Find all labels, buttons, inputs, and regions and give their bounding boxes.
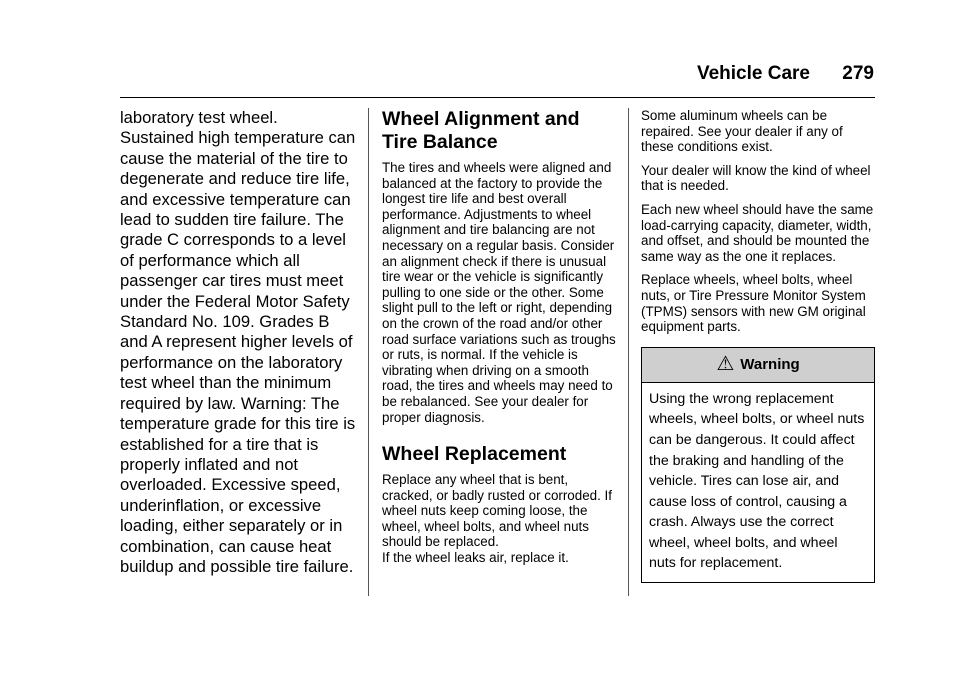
page-number: 279 [842, 63, 874, 84]
warning-header [642, 348, 874, 383]
heading-wheel-alignment: Wheel Alignment and Tire Balance [382, 108, 580, 153]
warning-body: Using the wrong replacement wheels, wheel bolts, or wheel nuts can be dangerous. It could affect the braking and handling of the vehicle. Tires can lose air, and cause loss of control, causing a crash. Always use the correct wheel, wheel bolts, and wheel nuts for replacement. [649, 390, 865, 572]
column-1 [120, 108, 356, 577]
paragraph-replacement: Replace any wheel that is bent, cracked, or badly rusted or corroded. If wheel nuts keep coming loose, the wheel, wheel bolts, and wheel nuts should be replaced. [382, 472, 612, 550]
column-2 [382, 108, 618, 574]
paragraph-new-wheel: Each new wheel should have the same load-carrying capacity, diameter, width, and offset, and should be mounted the same way as the one it replaces. [641, 201, 874, 264]
warning-symbol-icon: ⚠ [716, 352, 735, 375]
column-divider-1 [368, 108, 369, 596]
warning-title: Warning [740, 355, 800, 373]
paragraph-alignment: The tires and wheels were aligned and balanced at the factory to provide the longest tire life and best overall performance. Adjustments to wheel alignment and tire balancing are not necessary on a regular basis. Consider an alignment check if there is unusual tire wear or the vehicle is significantly pulling to one side or the other. Some slight pull to the left or right, depending on the crown of the road and/or other road surface variations such as troughs or ruts, is normal. If the vehicle is vibrating when driving on a smooth road, the tires and wheels may need to be rebalanced. See your dealer for proper diagnosis. [382, 160, 616, 425]
column-3 [641, 108, 875, 583]
column-divider-2 [628, 108, 629, 596]
warning-box [641, 347, 875, 583]
paragraph-aluminum-wheels: Some aluminum wheels can be repaired. See your dealer if any of these conditions exist. [641, 108, 843, 155]
heading-wheel-replacement: Wheel Replacement [382, 443, 567, 466]
header-rule [120, 97, 875, 98]
paragraph-dealer-knows: Your dealer will know the kind of wheel that is needed. [641, 162, 871, 194]
column1-paragraph: laboratory test wheel. Sustained high temperature can cause the material of the tire to degenerate and reduce tire life, and excessive temperature can lead to sudden tire failure. The grade C corresponds to a level of performance which all passenger car tires must meet under the Federal Motor Safety Standard No. 109. Grades B and A represent higher levels of performance on the laboratory test wheel than the minimum required by law. Warning: The temperature grade for this tire is established for a tire that is properly inflated and not overloaded. Excessive speed, underinflation, or excessive loading, either separately or in combination, can cause heat buildup and possible tire failure. [120, 108, 356, 576]
header-title: Vehicle Care [696, 63, 810, 84]
paragraph-leaks: If the wheel leaks air, replace it. [382, 550, 569, 566]
paragraph-replace-parts: Replace wheels, wheel bolts, wheel nuts, or Tire Pressure Monitor System (TPMS) sensors with new GM original equipment parts. [641, 272, 866, 335]
